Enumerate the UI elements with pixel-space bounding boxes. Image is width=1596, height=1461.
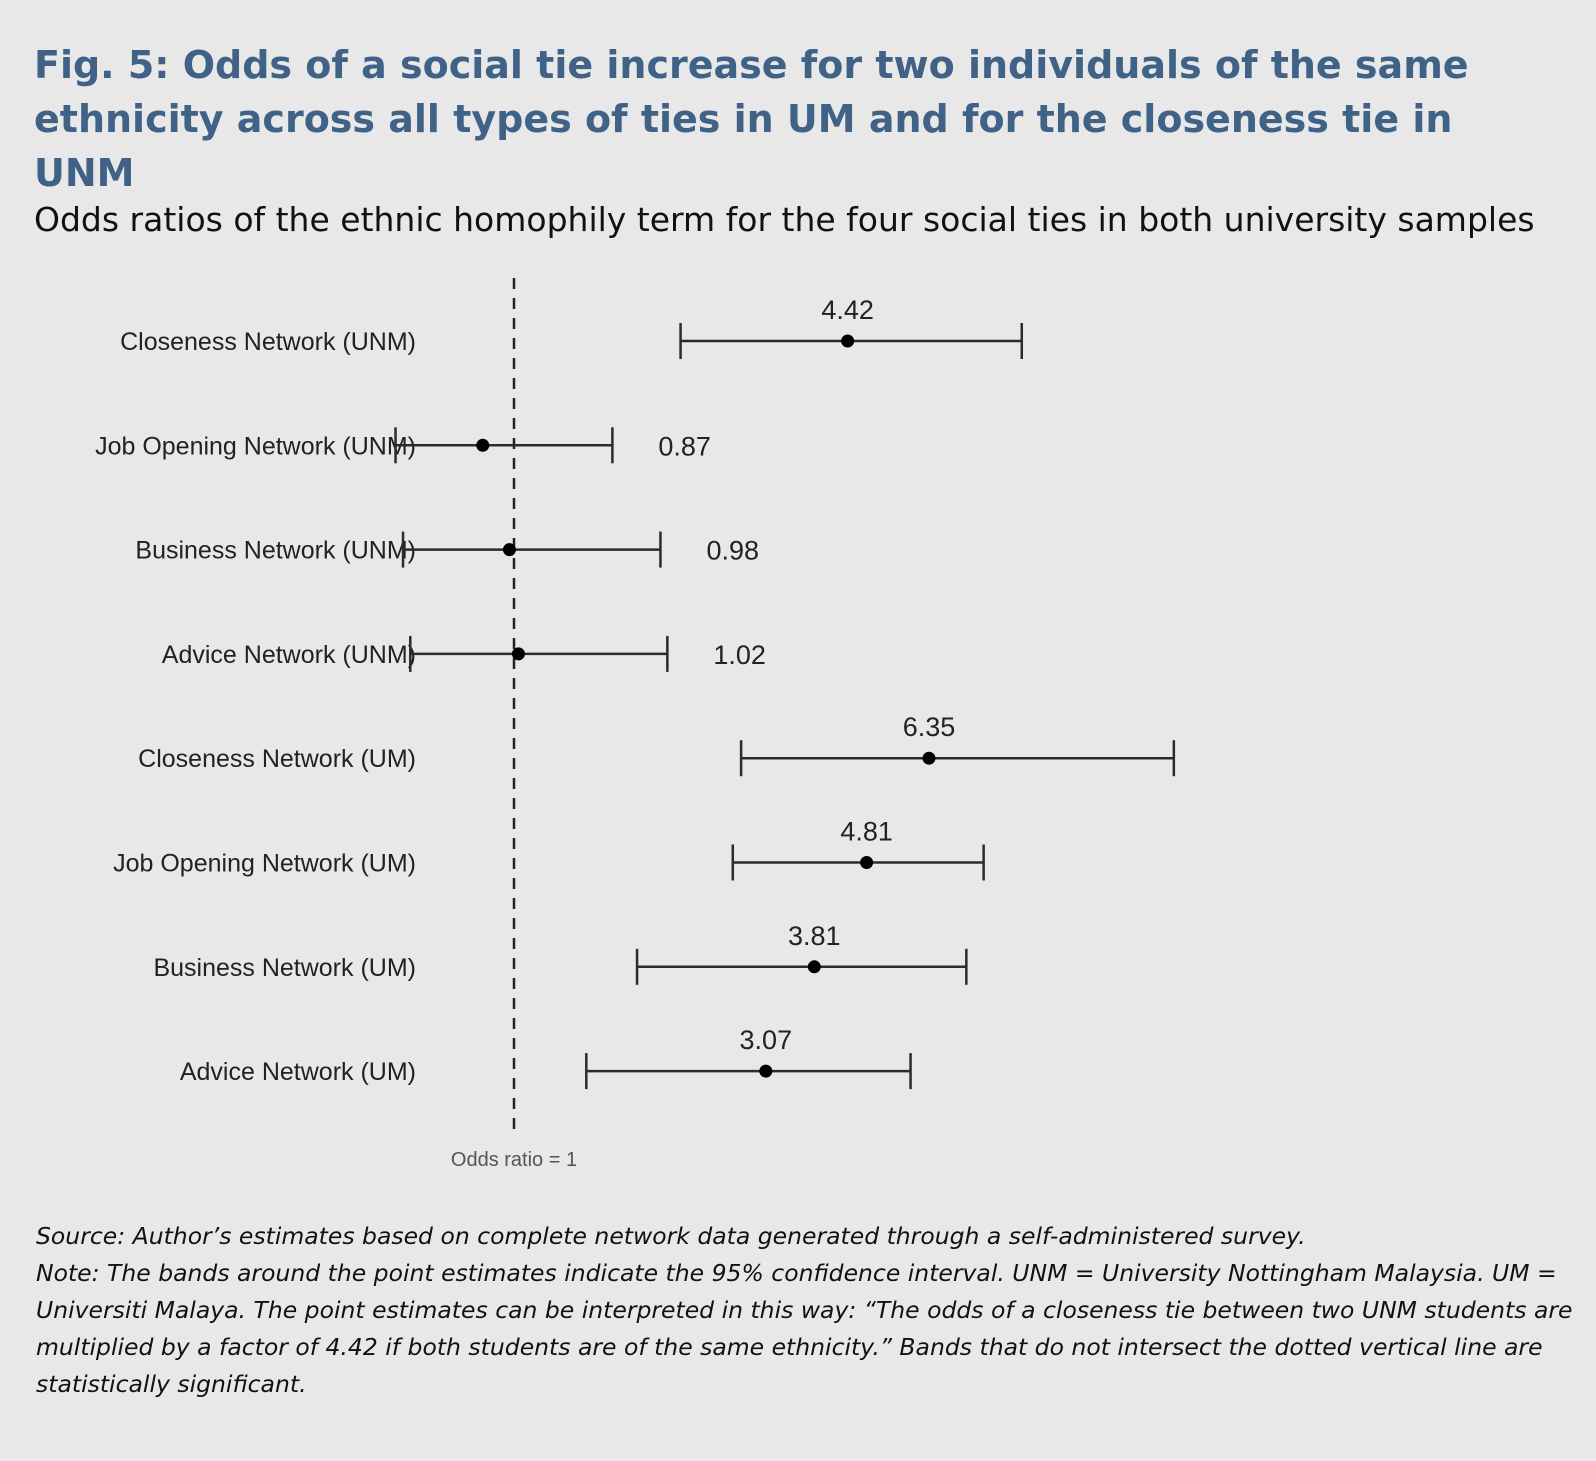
category-label: Business Network (UM): [153, 953, 416, 982]
data-label: 0.87: [658, 431, 711, 462]
category-label: Advice Network (UNM): [161, 640, 416, 669]
data-label: 3.07: [739, 1025, 793, 1056]
category-label: Business Network (UNM): [135, 536, 416, 565]
point-estimate: [759, 1065, 772, 1078]
source-note: Source: Author’s estimates based on complete network data generated through a self-administered survey.: [36, 1222, 1306, 1250]
reference-line-label: Odds ratio = 1: [450, 1149, 578, 1171]
category-label: Job Opening Network (UNM): [95, 432, 416, 461]
figure-title: Fig. 5: Odds of a social tie increase for two individuals of the same ethnicity across all types of ties in UM and for the closeness tie in UNM: [34, 43, 1469, 195]
interpretation-note: Note: The bands around the point estimates indicate the 95% confidence interval. UNM = University Nottingham Malaysia. UM = Universiti Malaya. The point estimates can be interpreted in this way: “The odds of a closeness tie between two UNM students are multiplied by a factor of 4.42 if both students are of the same ethnicity.” Bands that do not intersect the dotted vertical line are statistically significant.: [36, 1259, 1573, 1398]
chart-subtitle: Odds ratios of the ethnic homophily term for the four social ties in both university samples: [34, 200, 1535, 239]
data-label: 4.42: [821, 295, 874, 325]
figure-notes: [36, 1218, 1576, 1403]
category-label: Job Opening Network (UM): [113, 849, 416, 878]
point-estimate: [512, 647, 525, 660]
point-estimate: [841, 335, 854, 348]
point-estimate: [476, 439, 489, 452]
data-label: 3.81: [788, 920, 841, 951]
category-label: Advice Network (UM): [179, 1058, 416, 1087]
category-label: Closeness Network (UNM): [120, 328, 416, 356]
point-estimate: [922, 752, 935, 765]
data-label: 4.81: [840, 816, 893, 847]
point-estimate: [503, 543, 516, 556]
data-label: 6.35: [902, 712, 956, 743]
point-estimate: [860, 856, 873, 869]
category-label: Closeness Network (UM): [138, 745, 416, 774]
point-estimate: [808, 960, 821, 973]
data-label: 1.02: [713, 639, 766, 670]
data-label: 0.98: [706, 535, 760, 566]
